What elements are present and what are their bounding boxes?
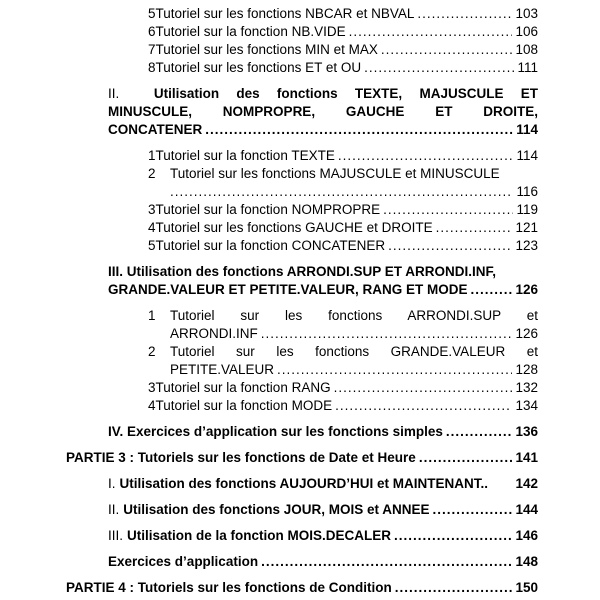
section-2-title-3: CONCATENER	[108, 122, 203, 137]
section-3-title-2: GRANDE.VALEUR ET PETITE.VALEUR, RANG ET MODE	[108, 282, 468, 297]
entry-number: 1	[148, 308, 156, 323]
leader-dots	[170, 183, 513, 201]
toc-partie-3-item[interactable]	[108, 527, 538, 545]
entry-title: Tutoriel sur la fonction CONCATENER	[155, 238, 386, 253]
toc-entry-continuation	[170, 325, 538, 343]
entry-page: 103	[515, 6, 538, 21]
leader-dots	[335, 397, 512, 415]
entry-title: Tutoriel sur la fonction NB.VIDE	[155, 24, 346, 39]
leader-dots	[388, 237, 512, 255]
leader-dots	[364, 59, 514, 77]
entry-title-2: PETITE.VALEUR	[170, 362, 275, 377]
item-prefix: I.	[108, 476, 116, 491]
entry-page: 106	[515, 24, 538, 39]
entry-number: 2	[148, 344, 156, 359]
toc-entry[interactable]	[148, 343, 538, 361]
entry-page: 119	[516, 202, 538, 217]
section-2-page: 114	[516, 122, 538, 137]
leader-dots	[277, 361, 512, 379]
section-2-line-3	[108, 121, 538, 139]
toc-entry[interactable]	[148, 41, 538, 59]
section-2-prefix: II.	[108, 86, 120, 101]
toc-entry[interactable]	[148, 237, 538, 255]
leader-dots	[419, 449, 513, 467]
partie-4-title: PARTIE 4 : Tutoriels sur les fonctions de Condition	[66, 580, 392, 595]
leader-dots	[395, 579, 513, 597]
item-page: 142	[515, 476, 538, 491]
entry-page: 116	[516, 184, 538, 199]
item-title: Utilisation des fonctions JOUR, MOIS et ANNEE	[123, 502, 430, 517]
entry-number: 8	[148, 60, 156, 75]
exercises-title: Exercices d’application	[108, 554, 259, 569]
entry-title: Tutoriel sur les fonctions MIN et MAX	[155, 42, 378, 57]
entry-page: 126	[515, 326, 538, 341]
leader-dots	[334, 379, 513, 397]
section-3-page: 126	[515, 282, 538, 297]
entry-title: Tutoriel sur les fonctions NBCAR et NBVAL	[155, 6, 415, 21]
item-title: Utilisation des fonctions AUJOURD’HUI et MAINTENANT..	[119, 476, 489, 491]
entry-title: Tutoriel sur les fonctions ET et OU	[155, 60, 362, 75]
entry-number: 3	[148, 380, 156, 395]
entry-number: 3	[148, 202, 156, 217]
entry-number: 6	[148, 24, 156, 39]
toc-partie-3-item[interactable]	[108, 501, 538, 519]
section-3-line-1[interactable]: III. Utilisation des fonctions ARRONDI.SUP ET ARRONDI.INF,	[108, 264, 497, 279]
toc-partie-4[interactable]	[66, 579, 538, 597]
leader-dots	[261, 325, 513, 343]
leader-dots	[349, 23, 513, 41]
item-prefix: II.	[108, 502, 120, 517]
entry-title: Tutoriel sur la fonction NOMPROPRE	[155, 202, 381, 217]
entry-page: 108	[515, 42, 538, 57]
toc-entry[interactable]	[148, 397, 538, 415]
entry-title: Tutoriel sur les fonctions ARRONDI.SUP et	[170, 308, 538, 323]
entry-page: 123	[515, 238, 538, 253]
toc-entry[interactable]	[148, 379, 538, 397]
leader-dots	[436, 219, 513, 237]
section-2-line-2: MINUSCULE, NOMPROPRE, GAUCHE ET DROITE,	[108, 104, 538, 119]
item-prefix: III.	[108, 528, 124, 543]
section-2-title-1: Utilisation des fonctions TEXTE, MAJUSCULE ET	[153, 86, 538, 101]
entry-title-2: ARRONDI.INF	[170, 326, 258, 341]
toc-entry[interactable]	[148, 5, 538, 23]
leader-dots	[205, 121, 513, 139]
toc-entry[interactable]	[148, 307, 538, 325]
leader-dots	[383, 201, 513, 219]
toc-partie-3-item[interactable]	[108, 475, 538, 493]
toc-entry-continuation	[170, 183, 538, 201]
section-4-title: IV. Exercices d’application sur les fonctions simples	[108, 424, 443, 439]
partie-3-title: PARTIE 3 : Tutoriels sur les fonctions de Date et Heure	[66, 450, 416, 465]
item-page: 146	[515, 528, 538, 543]
item-title: Utilisation de la fonction MOIS.DECALER	[127, 528, 392, 543]
leader-dots	[381, 41, 513, 59]
entry-title: Tutoriel sur la fonction TEXTE	[155, 148, 335, 163]
entry-title: Tutoriel sur les fonctions GAUCHE et DROITE	[155, 220, 433, 235]
toc-section-4[interactable]	[108, 423, 538, 441]
leader-dots	[338, 147, 514, 165]
entry-page: 132	[515, 380, 538, 395]
partie-4-page: 150	[515, 580, 538, 595]
toc-entry[interactable]	[148, 219, 538, 237]
toc-partie-3-exercises[interactable]	[108, 553, 538, 571]
item-page: 144	[515, 502, 538, 517]
entry-page: 121	[515, 220, 538, 235]
entry-number: 5	[148, 6, 156, 21]
leader-dots	[417, 5, 512, 23]
entry-page: 128	[515, 362, 538, 377]
toc-entry-continuation	[170, 361, 538, 379]
leader-dots	[446, 423, 513, 441]
entry-page: 111	[517, 60, 538, 75]
entry-page: 114	[516, 148, 538, 163]
section-4-page: 136	[515, 424, 538, 439]
entry-title: Tutoriel sur la fonction MODE	[155, 398, 333, 413]
toc-entry[interactable]	[148, 201, 538, 219]
toc-partie-3[interactable]	[66, 449, 538, 467]
entry-number: 1	[148, 148, 156, 163]
exercises-page: 148	[515, 554, 538, 569]
section-2-line-1	[108, 85, 538, 103]
entry-page: 134	[515, 398, 538, 413]
entry-number: 2	[148, 166, 156, 181]
toc-entry[interactable]	[148, 23, 538, 41]
section-3-line-2	[108, 281, 538, 299]
leader-dots	[433, 501, 513, 519]
leader-dots	[261, 553, 512, 571]
leader-dots	[394, 527, 512, 545]
partie-3-page: 141	[515, 450, 538, 465]
entry-number: 7	[148, 42, 156, 57]
toc-entry[interactable]	[148, 147, 538, 165]
entry-title: Tutoriel sur les fonctions MAJUSCULE et MINUSCULE	[170, 166, 500, 181]
leader-dots	[471, 281, 513, 299]
toc-section-2[interactable]	[108, 85, 538, 103]
entry-number: 4	[148, 398, 156, 413]
entry-title: Tutoriel sur la fonction RANG	[155, 380, 331, 395]
toc-entry[interactable]	[148, 59, 538, 77]
entry-title: Tutoriel sur les fonctions GRANDE.VALEUR et	[170, 344, 538, 359]
toc-entry[interactable]	[148, 165, 538, 183]
entry-number: 4	[148, 220, 156, 235]
entry-number: 5	[148, 238, 156, 253]
